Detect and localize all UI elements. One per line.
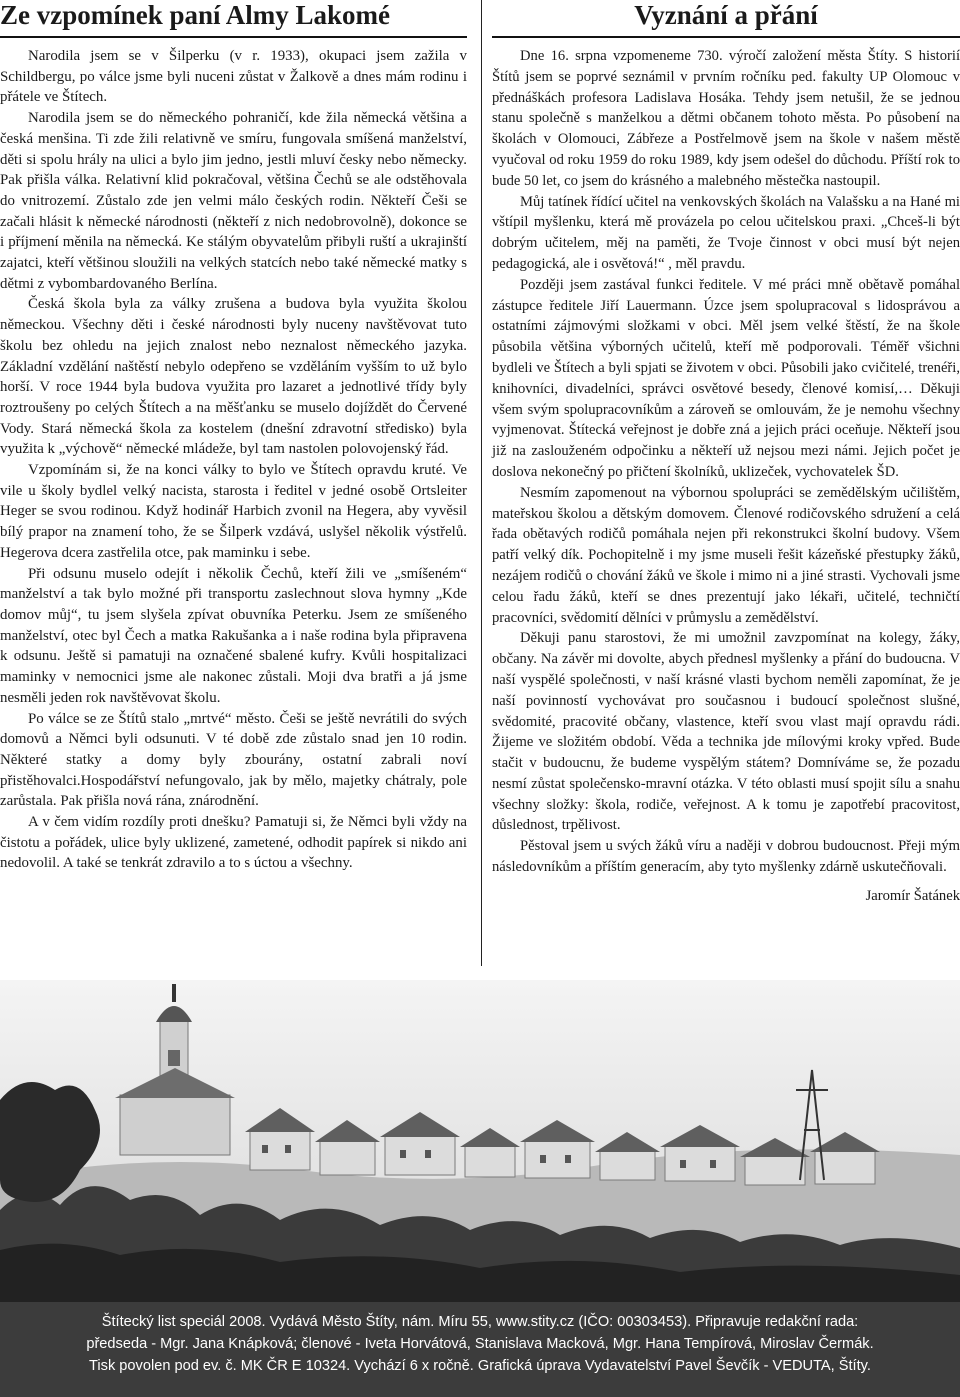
right-paragraph: Později jsem zastával funkci ředitele. V mé práci mně obětavě pomáhal zástupce ředitele Jiří Lauermann. Úzce jsem spolupracoval s lidosprávou a ostatními zájmovými složkami v obci. Měl jsem velké štěstí, že na škole působila většina výborných učitelů, kteří mě podporovali. Téměř všichni bydleli ve Štítech a byli spjati se životem v obci. Působili jako cvičitelé, trenéři, knihovníci, divadelníci, správci osvětové besedy, členové komisí,… Děkuji všem svým spolupracovníkům a zároveň se omlouvám, že je nemohu všechny vyjmenovat. Štítecká veřejnost je dobře zná a jejich práci oceňuje. Někteří jsou již na zaslouženém odpočinku a někteří už nejsou mezi námi. Jejich počet je doslova nekonečný po přičtení školníků, uklizeček, vychovatelek ŠD. (492, 276, 960, 480)
town-landscape-photo-icon (0, 980, 960, 1302)
town-landscape-photo (0, 980, 960, 1302)
left-paragraph: Po válce se ze Štítů stalo „mrtvé“ město. Češi se ještě nevrátili do svých domovů a Němci byli odsunuti. V té době zde zůstalo snad jen 10 rodin. Některé statky a domy byly zbourány, ostatní zabrali noví přistěhovalci.Hospodářství nefungovalo, jak by mělo, majetky chátraly, pole zarůstala. Pak přišla nová rána, znárodnění. (0, 710, 467, 810)
column-divider (481, 0, 482, 966)
right-title-rule (492, 36, 960, 38)
left-paragraph: A v čem vidím rozdíly proti dnešku? Pamatuji si, že Němci byli vždy na čistotu a pořádek, ulice byly uklizené, zametené, odhodit papírek si nikdo ani nedovolil. A také se tenkrát zdravilo a to s úctou a všechny. (0, 814, 467, 872)
footer-line: Tisk povolen pod ev. č. MK ČR E 10324. Vychází 6 x ročně. Grafická úprava Vydavatelství Pavel Ševčík - VEDUTA, Štíty. (89, 1358, 871, 1374)
right-article-body (492, 46, 960, 878)
left-paragraph: Při odsunu muselo odejít i několik Čechů, kteří žili ve „smíšeném“ manželství a tak bylo možné při transportu zaslechnout slova hymny „Kde domov můj“, tu jsem slyšela zpívat obuvníka Peterku. Jsem ze smíšeného manželství, otec byl Čech a matka Rakušanka a i naše rodina byla připravena k odsunu. Ještě si pamatuji na označené sbalené kufry. Kvůli hospitalizaci maminky v nemocnici jsme ale nakonec zůstali. Moji dva bratři a já jsme nesměli jeden rok navštěvovat školu. (0, 565, 467, 706)
left-title-rule (0, 36, 467, 38)
footer-line: předseda - Mgr. Jana Knápková; členové - Iveta Horvátová, Stanislava Macková, Mgr. Hana Tempírová, Miroslav Čermák. (86, 1336, 874, 1352)
imprint-footer (0, 1302, 960, 1397)
article-signature: Jaromír Šatánek (865, 887, 960, 904)
left-article-body (0, 46, 467, 874)
right-paragraph: Děkuji panu starostovi, že mi umožnil zavzpomínat na kolegy, žáky, občany. Na závěr mi dovolte, abych přednesl myšlenky a přání do budoucna. V naší vyspělé společnosti, v naší krásné vlasti bychom neměli zapomínat, že je naší povinností vychovávat pro současnou i budoucí společnost slušné, svědomité, pracovité občany, vlastence, kteří svou vlast mají opravdu rádi. Žijeme ve složitém období. Věda a technika jde mílovými kroky vpřed. Bude stačit v budoucnu, že budeme vyspělým státem? Domníváme se, že pozadu nesmí zůstat společensko-mravní otázka. V této oblasti musí spojit sílu a snahu všechny složky: škola, rodiče, veřejnost. A k tomu je zapotřebí pracovitost, důslednost, trpělivost. (492, 630, 960, 834)
left-paragraph: Narodila jsem se v Šilperku (v r. 1933), okupaci jsem zažila v Schildbergu, po válce jsme byli nuceni zůstat v Žalkově a dnes mám rodinu i přátele ve Štítech. (0, 48, 467, 106)
left-article-title: Ze vzpomínek paní Almy Lakomé (0, 0, 391, 30)
right-paragraph: Pěstoval jsem u svých žáků víru a naději v dobrou budoucnost. Přeji mým následovníkům a příštím generacím, aby tyto myšlenky zdárně uskutečňovali. (492, 838, 960, 876)
left-paragraph: Vzpomínám si, že na konci války to bylo ve Štítech opravdu kruté. Ve vile u školy bydlel velký nacista, starosta i ředitel v jedné osobě Ortsleiter Heger se svou rodinou. Když hodinář Harbich zvonil na Hegera, aby vyvěsil bílý prapor na znamení toho, že se Šilperk vzdává, uslyšel několik výstřelů. Hegerova dcera zastřelila otce, pak maminku i sebe. (0, 462, 467, 561)
right-paragraph: Nesmím zapomenout na výbornou spolupráci se zemědělským učilištěm, mateřskou školou a dětským domovem. Členové rodičovského sdružení a celá řada obětavých rodičů pomáhala nejen při rekonstrukci školní budovy. Všem patří velký dík. Pochopitelně i my jsme museli řešit kázeňské přestupky žáků, nezájem rodičů o chování žáků ve škole i mimo ni a jiné strasti. Vychovali jsme celou řadu žáků, kteří se dnes prezentují jako lékaři, učitelé, techničtí pracovníci, svědomití dělníci v průmyslu a zemědělství. (492, 484, 960, 626)
left-paragraph: Česká škola byla za války zrušena a budova byla využita školou německou. Všechny děti i české národnosti byly nuceny navštěvovat tuto školu bez ohledu na jejich znalost nebo neznalost německého jazyka. Základní vzdělání naštěstí nebylo odepřeno se vzděláním vyšším to už bylo horší. V roce 1944 byla budova využita pro lazaret a jednotlivé třídy byly roztroušeny po celých Štítech a na měšťanku se muselo dojíždět do Červené Vody. Stará německá škola za kostelem (dnešní zdravotní středisko) byla využita k „výchově“ německé mládeže, byl tam nastolen polovojenský řád. (0, 296, 467, 458)
right-paragraph: Dne 16. srpna vzpomeneme 730. výročí založení města Štíty. S historií Štítů jsem se poprvé seznámil v prvním ročníku ped. fakulty UP Olomouc v přednáškách profesora Ladislava Hosáka. Tehdy jsem netušil, že se jednou stanu společně s manželkou a dětmi občanem tohoto města. Po působení na školách v Olomouci, Zábřeze a Postřelmově jsem na škole v našem městě vyučoval od roku 1959 do roku 1989, kdy jsem odešel do důchodu. Příští rok to bude 50 let, co jsem do krásného a malebného městečka nastoupil. (492, 48, 960, 189)
left-article (0, 0, 467, 874)
right-article-title: Vyznání a přání (634, 0, 818, 30)
right-article (492, 0, 960, 907)
left-paragraph: Narodila jsem se do německého pohraničí, kde žila německá většina a česká menšina. Ti zde žili relativně ve smíru, fungovala smíšená manželství, děti si spolu hrály na ulici a bylo jim jedno, jestli mluví česky nebo německy. Pak přišla válka. Relativní klid pokračoval, většina Čechů se ale odstěhovala do vnitrozemí. Zůstalo zde jen velmi málo českých rodin. Někteří Češi se začali hlásit k německé národnosti (někteří z nich nedobrovolně), dokonce se i příjmení měnila na německá. Ke stálým obyvatelům přibyli ruští a ukrajinští zajatci, kteří většinou sloužili na velkých statcích nebo také německé matky s dětmi z vybombardovaného Berlína. (0, 110, 467, 292)
right-paragraph: Můj tatínek řídící učitel na venkovských školách na Valašsku a na Hané mi vštípil myšlenku, která mě provázela po celou učitelskou praxi. „Chceš-li být dobrým učitelem, měj na paměti, že Tvoje činnost v obci musí být nejen pedagogická, ale i osvětová!“ , měl pravdu. (492, 193, 960, 272)
footer-line: Štítecký list speciál 2008. Vydává Město Štíty, nám. Míru 55, www.stity.cz (IČO: 00303453). Připravuje redakční rada: (101, 1314, 859, 1330)
